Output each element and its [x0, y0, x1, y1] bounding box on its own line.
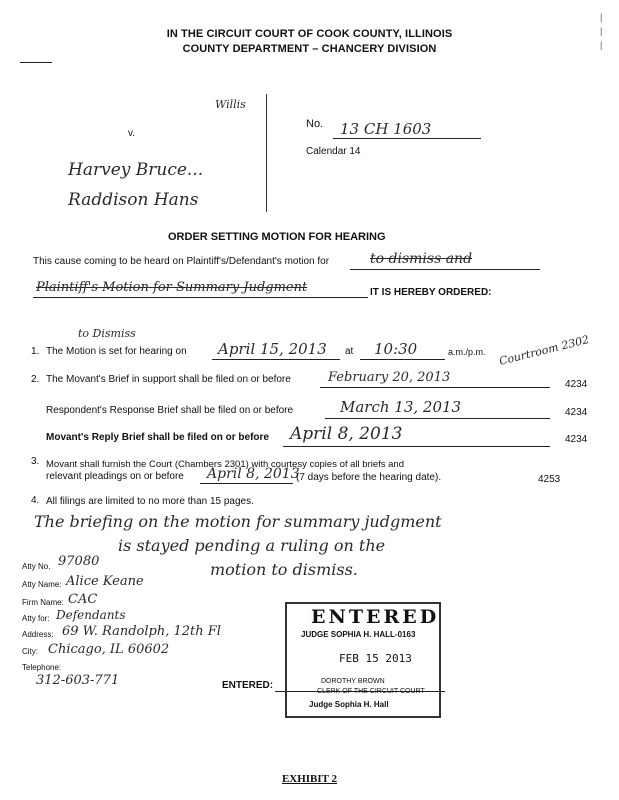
item1-ampm: a.m./p.m.: [448, 347, 486, 357]
item1-at: at: [345, 346, 354, 357]
item3-date-line: [200, 483, 293, 484]
header-dash: [20, 62, 52, 63]
address-label: Address:: [22, 630, 54, 639]
stamp-judge-name: JUDGE SOPHIA H. HALL-0163: [301, 630, 416, 639]
intro-before: This cause coming to be heard on: [33, 256, 184, 267]
stamp-date: FEB 15 2013: [339, 652, 412, 665]
exhibit-text: EXHIBIT 2: [281, 773, 338, 785]
telephone-handwriting: 312-603-771: [36, 673, 120, 688]
intro-line-1: [350, 269, 540, 270]
intro-motion-for: motion for: [284, 256, 330, 267]
item2c-text: Movant's Reply Brief shall be filed on or before: [46, 432, 269, 443]
handwritten-note-line1: The briefing on the motion for summary judgment: [34, 512, 442, 531]
item1-insert-handwriting: to Dismiss: [78, 327, 136, 340]
entered-label: ENTERED:: [222, 680, 274, 691]
handwritten-note-line3: motion to dismiss.: [210, 560, 358, 579]
item4-text: All filings are limited to no more than 15 pages.: [46, 496, 254, 507]
versus-label: v.: [128, 128, 136, 139]
defendant-handwriting-1: Harvey Bruce...: [68, 160, 204, 180]
item2b-text: Respondent's Response Brief shall be filed on or before: [46, 405, 294, 416]
item2b-date-handwriting: March 13, 2013: [340, 398, 462, 416]
stamp-clerk-name: DOROTHY BROWN: [321, 678, 385, 685]
item2-date-line: [320, 387, 550, 388]
item2-text: The Movant's Brief in support shall be filed on or before: [46, 374, 291, 385]
exhibit-label: [0, 773, 619, 785]
atty-for-handwriting: Defendants: [56, 608, 126, 622]
item2b-code: 4234: [565, 407, 588, 418]
stamp-entered-text: ENTERED: [311, 606, 440, 628]
intro-handwriting-1: to dismiss and: [370, 251, 473, 267]
item1-date-line: [212, 359, 340, 360]
atty-no-handwriting: 97080: [58, 554, 100, 569]
item3-text2: relevant pleadings on or before: [46, 471, 184, 482]
calendar-label: Calendar 14: [306, 146, 361, 157]
intro-party: Plaintiff's/Defendant's: [186, 256, 282, 267]
intro-text: [33, 256, 329, 267]
item2c-code: 4234: [565, 434, 588, 445]
city-label: City:: [22, 647, 38, 656]
item2c-date-line: [283, 446, 550, 447]
item4-number: 4.: [31, 495, 40, 506]
item3-number: 3.: [31, 456, 40, 467]
item3-days: (7 days before the hearing date).: [296, 472, 442, 483]
court-header-line2: COUNTY DEPARTMENT – CHANCERY DIVISION: [182, 43, 437, 55]
margin-marks: | | |: [600, 12, 603, 50]
plaintiff-handwriting: Willis: [215, 98, 246, 111]
item2c-date-handwriting: April 8, 2013: [290, 424, 403, 444]
item2-date-handwriting: February 20, 2013: [328, 370, 451, 385]
atty-name-handwriting: Alice Keane: [66, 574, 144, 589]
intro-handwriting-2: Plaintiff's Motion for Summary Judgment: [36, 280, 308, 295]
item3-text: Movant shall furnish the Court (Chambers 2301) with courtesy copies of all briefs and: [46, 459, 405, 470]
case-no-handwriting: 13 CH 1603: [340, 120, 432, 138]
item1-date-handwriting: April 15, 2013: [218, 340, 327, 358]
order-title: ORDER SETTING MOTION FOR HEARING: [168, 231, 386, 243]
item1-room-handwriting: Courtroom 2302: [497, 333, 591, 368]
stamp-clerk-title: CLERK OF THE CIRCUIT COURT: [317, 688, 425, 695]
court-header-line1: IN THE CIRCUIT COURT OF COOK COUNTY, ILLINOIS: [166, 28, 453, 40]
firm-name-handwriting: CAC: [68, 592, 98, 607]
item3-date-handwriting: April 8, 2013: [207, 466, 300, 482]
firm-name-label: Firm Name:: [22, 598, 64, 607]
case-no-label: No.: [306, 118, 324, 130]
item3-code: 4253: [538, 474, 561, 485]
item1-time-handwriting: 10:30: [374, 340, 418, 358]
atty-no-label: Atty No.: [22, 562, 51, 571]
case-no-line: [333, 138, 481, 139]
address-handwriting: 69 W. Randolph, 12th Fl: [62, 624, 221, 639]
item2-code: 4234: [565, 379, 588, 390]
item2b-date-line: [325, 418, 550, 419]
city-handwriting: Chicago, IL 60602: [48, 642, 170, 657]
atty-name-label: Atty Name:: [22, 580, 62, 589]
item1-number: 1.: [31, 346, 40, 357]
item1-text: The Motion is set for hearing on: [46, 346, 187, 357]
defendant-handwriting-2: Raddison Hans: [68, 190, 199, 210]
stamp-judge-bottom: Judge Sophia H. Hall: [309, 700, 389, 709]
caption-divider: [266, 94, 267, 212]
item2-number: 2.: [31, 374, 40, 385]
atty-for-label: Atty for:: [22, 614, 50, 623]
telephone-label: Telephone:: [22, 663, 62, 672]
handwritten-note-line2: is stayed pending a ruling on the: [118, 536, 386, 555]
item1-time-line: [360, 359, 445, 360]
intro-line-2: [33, 297, 368, 298]
entered-stamp: [285, 602, 441, 718]
hereby-ordered: IT IS HEREBY ORDERED:: [370, 287, 492, 298]
